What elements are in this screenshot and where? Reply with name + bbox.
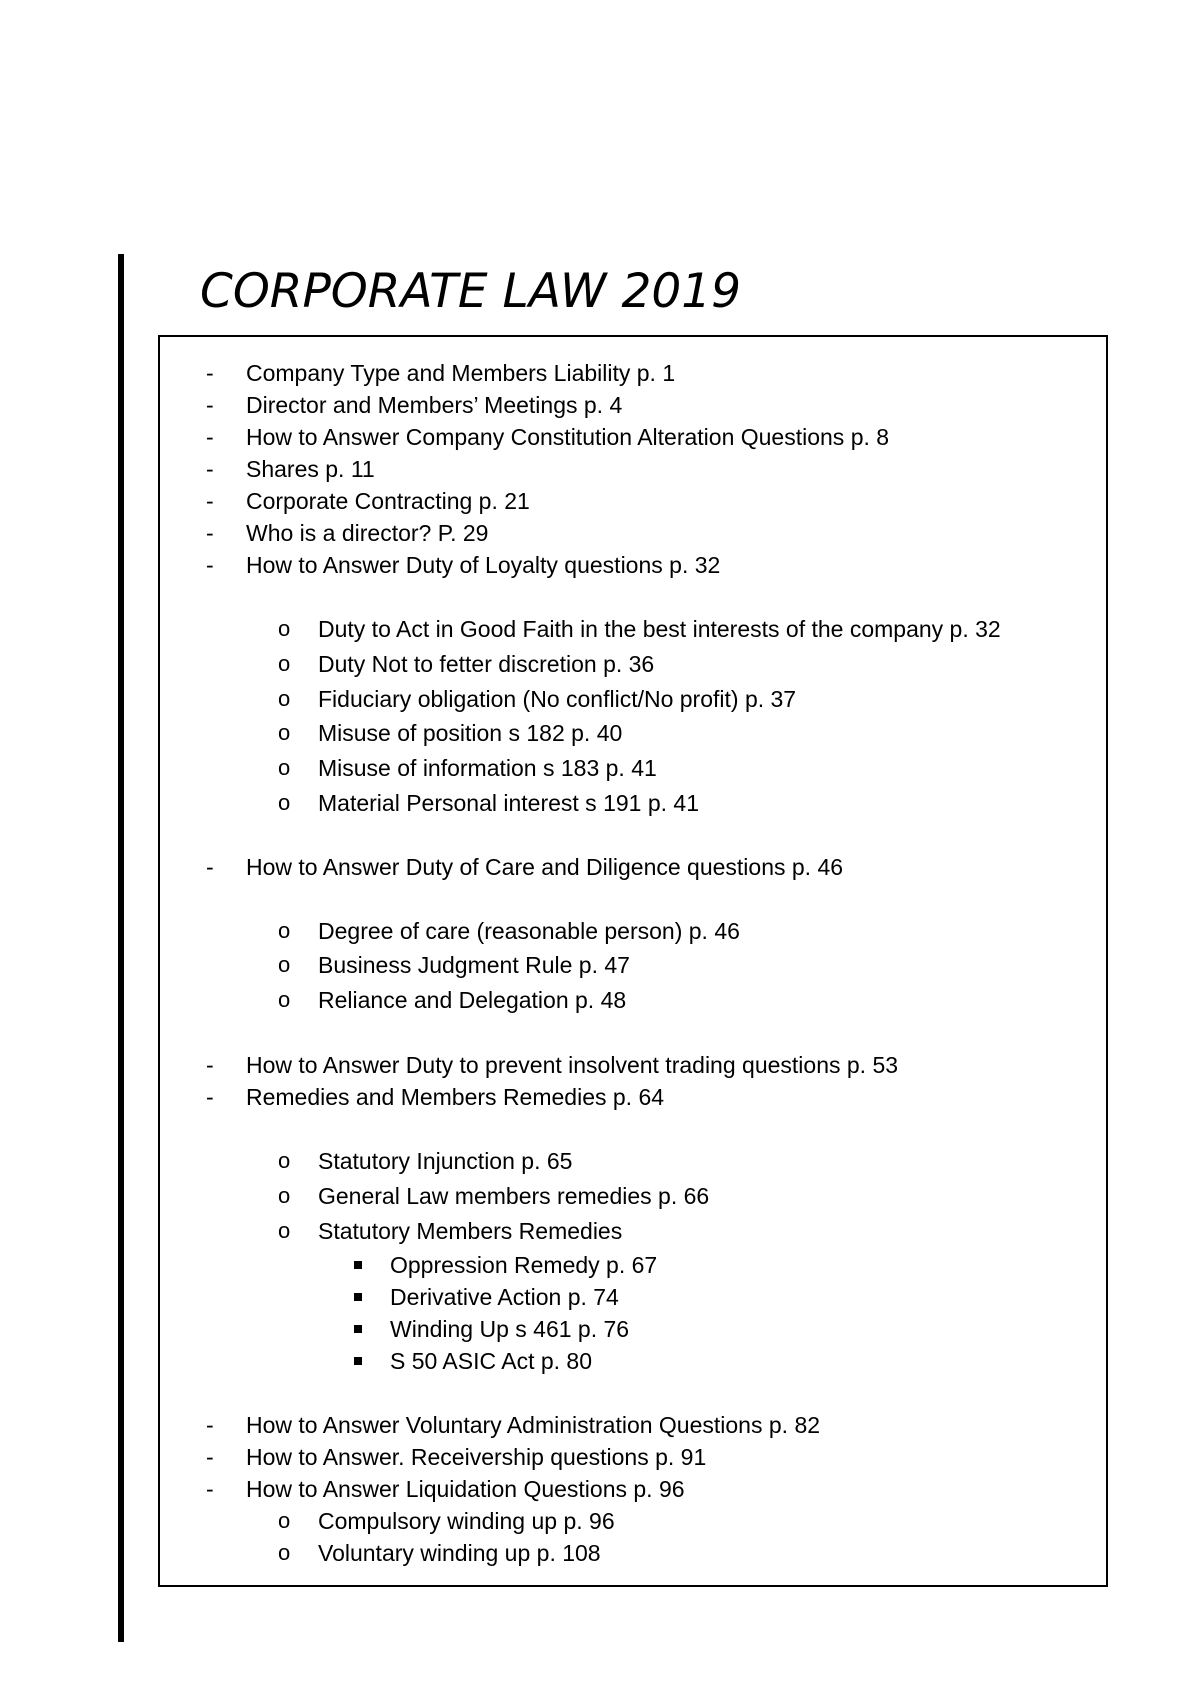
dash-bullet: -: [206, 488, 214, 514]
toc-item-text: Remedies and Members Remedies p. 64: [246, 1084, 665, 1110]
toc-item-text: Shares p. 11: [246, 456, 375, 482]
circle-bullet: o: [278, 790, 291, 815]
table-of-contents-box: [158, 335, 1108, 1587]
toc-item-text: Misuse of position s 182 p. 40: [318, 720, 623, 746]
toc-item-text: How to Answer. Receivership questions p. 91: [246, 1444, 707, 1470]
circle-bullet: o: [278, 651, 291, 676]
circle-bullet: o: [278, 952, 291, 977]
circle-bullet: o: [278, 918, 291, 943]
dash-bullet: -: [206, 456, 214, 482]
circle-bullet: o: [278, 1183, 291, 1208]
toc-item-text: Oppression Remedy p. 67: [390, 1252, 658, 1278]
circle-bullet: o: [278, 1540, 291, 1565]
dash-bullet: -: [206, 854, 214, 880]
toc-item-text: Statutory Injunction p. 65: [318, 1148, 573, 1174]
dash-bullet: -: [206, 520, 214, 546]
toc-item-text: Duty to Act in Good Faith in the best interests of the company p. 32: [318, 616, 1001, 642]
toc-item-text: How to Answer Duty of Care and Diligence questions p. 46: [246, 854, 844, 880]
toc-item-text: Misuse of information s 183 p. 41: [318, 755, 657, 781]
square-bullet-icon: [354, 1357, 362, 1365]
circle-bullet: o: [278, 616, 291, 641]
toc-item-text: Who is a director? P. 29: [246, 520, 489, 546]
toc-item-text: How to Answer Liquidation Questions p. 96: [246, 1476, 685, 1502]
toc-item-text: Duty Not to fetter discretion p. 36: [318, 651, 655, 677]
circle-bullet: o: [278, 1508, 291, 1533]
toc-item-text: Voluntary winding up p. 108: [318, 1540, 601, 1566]
document-title: CORPORATE LAW 2019: [200, 264, 742, 319]
circle-bullet: o: [278, 755, 291, 780]
toc-item-text: Statutory Members Remedies: [318, 1218, 623, 1244]
dash-bullet: -: [206, 424, 214, 450]
circle-bullet: o: [278, 1218, 291, 1243]
dash-bullet: -: [206, 1476, 214, 1502]
dash-bullet: -: [206, 552, 214, 578]
toc-item-text: Winding Up s 461 p. 76: [390, 1316, 630, 1342]
circle-bullet: o: [278, 720, 291, 745]
toc-item-text: How to Answer Duty of Loyalty questions p. 32: [246, 552, 721, 578]
toc-item-text: Director and Members’ Meetings p. 4: [246, 392, 623, 418]
toc-item-text: How to Answer Voluntary Administration Questions p. 82: [246, 1412, 821, 1438]
margin-rule: [118, 254, 124, 1642]
square-bullet-icon: [354, 1325, 362, 1333]
dash-bullet: -: [206, 1444, 214, 1470]
toc-item-text: Fiduciary obligation (No conflict/No profit) p. 37: [318, 686, 797, 712]
circle-bullet: o: [278, 686, 291, 711]
toc-item-text: Business Judgment Rule p. 47: [318, 952, 630, 978]
toc-item-text: How to Answer Company Constitution Alteration Questions p. 8: [246, 424, 890, 450]
square-bullet-icon: [354, 1261, 362, 1269]
toc-item-text: Corporate Contracting p. 21: [246, 488, 530, 514]
dash-bullet: -: [206, 1084, 214, 1110]
dash-bullet: -: [206, 1052, 214, 1078]
circle-bullet: o: [278, 1148, 291, 1173]
toc-item-text: How to Answer Duty to prevent insolvent trading questions p. 53: [246, 1052, 899, 1078]
toc-item-text: Derivative Action p. 74: [390, 1284, 619, 1310]
dash-bullet: -: [206, 360, 214, 386]
toc-item-text: Compulsory winding up p. 96: [318, 1508, 615, 1534]
circle-bullet: o: [278, 987, 291, 1012]
toc-item-text: Degree of care (reasonable person) p. 46: [318, 918, 740, 944]
square-bullet-icon: [354, 1293, 362, 1301]
dash-bullet: -: [206, 1412, 214, 1438]
dash-bullet: -: [206, 392, 214, 418]
toc-item-text: Material Personal interest s 191 p. 41: [318, 790, 699, 816]
toc-item-text: S 50 ASIC Act p. 80: [390, 1348, 593, 1374]
toc-item-text: Reliance and Delegation p. 48: [318, 987, 627, 1013]
toc-item-text: Company Type and Members Liability p. 1: [246, 360, 676, 386]
toc-item-text: General Law members remedies p. 66: [318, 1183, 710, 1209]
